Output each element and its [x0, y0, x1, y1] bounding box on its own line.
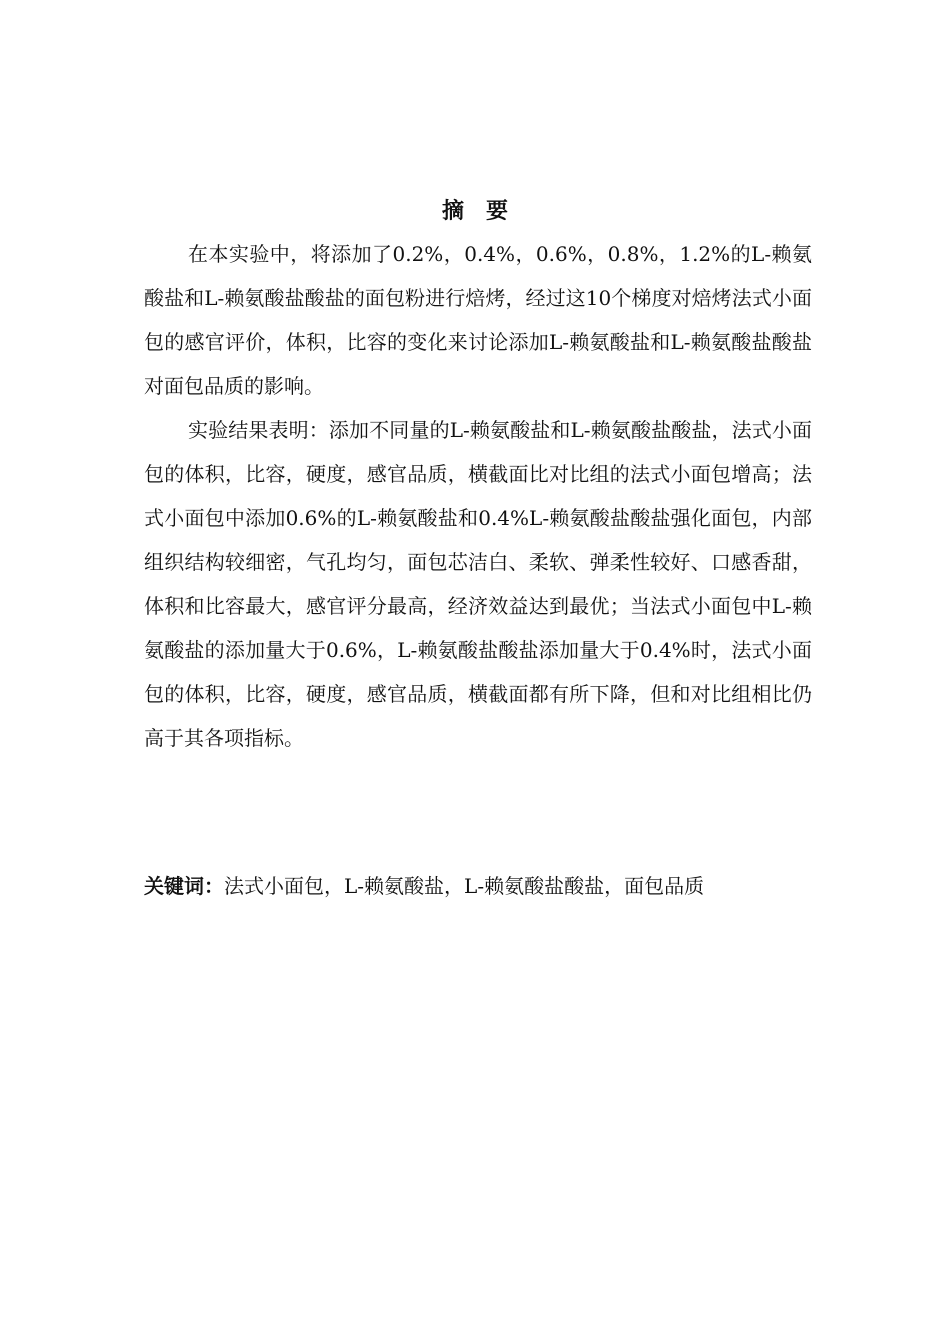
paragraph-text: 实验结果表明：添加不同量的L-赖氨酸盐和L-赖氨酸盐酸盐，法式小面包的体积，比容，硬度，感官品质，横截面比对比组的法式小面包增高；法式小面包中添加0.6%的L-赖氨酸盐和0.4%L-赖氨酸盐酸盐强化面包，内部组织结构较细密，气孔均匀，面包芯洁白、柔软、弹柔性较好、口感香甜，体积和比容最大，感官评分最高，经济效益达到最优；当法式小面包中L-赖氨酸盐的添加量大于0.6%，L-赖氨酸盐酸盐添加量大于0.4%时，法式小面包的体积，比容，硬度，感官品质，横截面都有所下降，但和对比组相比仍高于其各项指标。	[144, 418, 812, 750]
paragraph-text: 在本实验中，将添加了0.2%，0.4%，0.6%，0.8%，1.2%的L-赖氨酸盐和L-赖氨酸盐酸盐的面包粉进行焙烤，经过这10个梯度对焙烤法式小面包的感官评价，体积，比容的变化来讨论添加L-赖氨酸盐和L-赖氨酸盐酸盐对面包品质的影响。	[144, 242, 812, 398]
keywords-text: 法式小面包，L-赖氨酸盐，L-赖氨酸盐酸盐，面包品质	[224, 874, 705, 898]
keywords-line	[144, 866, 812, 906]
abstract-title: 摘 要	[441, 199, 508, 224]
abstract-paragraph-1	[144, 232, 812, 408]
abstract-paragraph-2	[144, 408, 812, 760]
keywords-label: 关键词：	[144, 874, 224, 898]
